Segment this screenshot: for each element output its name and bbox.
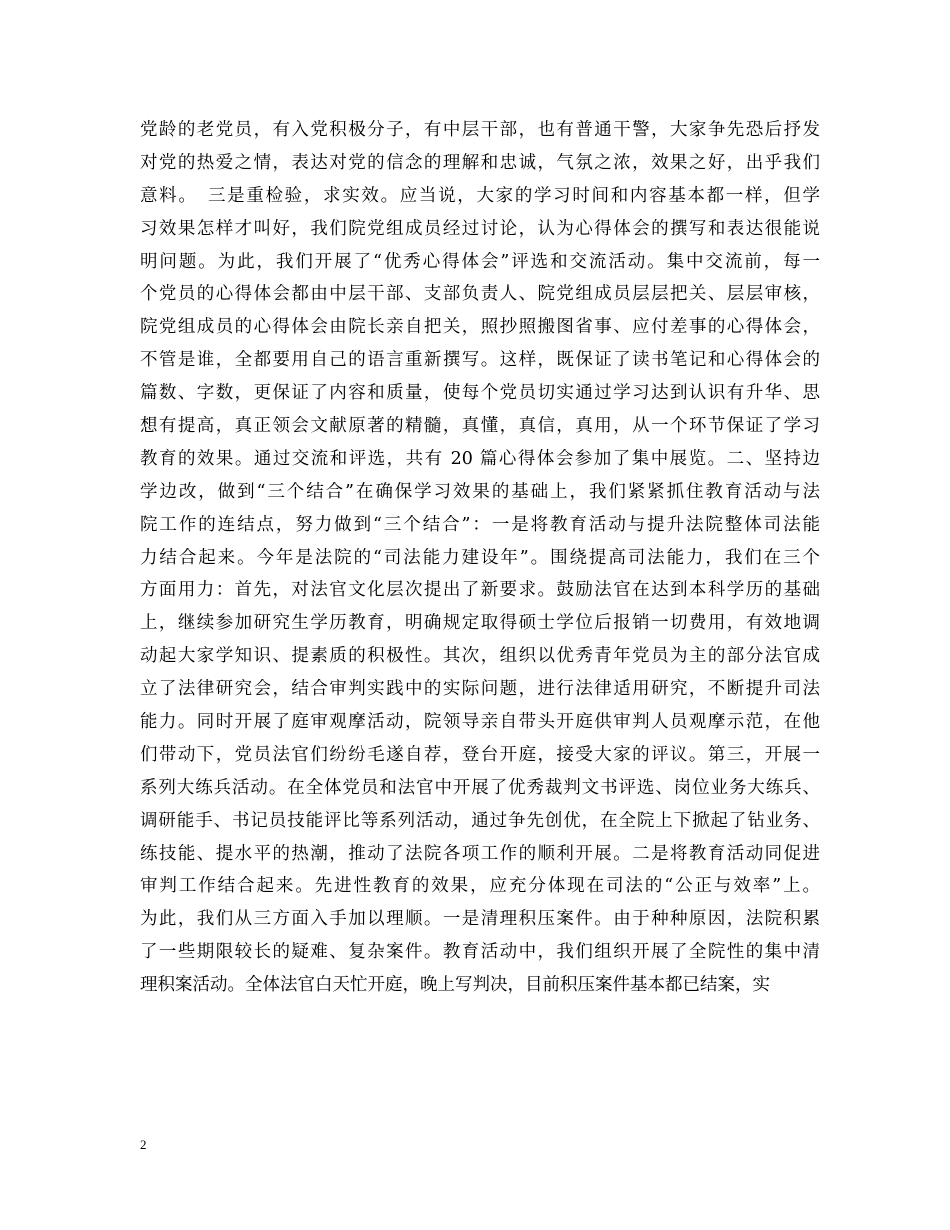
text-line-3: 意料。 三是重检验，求实效。应当说，大家的学习时间和内容基本都一样，但学: [140, 185, 820, 206]
text-line-8: 不管是谁，全都要用自己的语言重新撰写。这样，既保证了读书笔记和心得体会的: [140, 350, 820, 371]
text-line-12: 学边改，做到“三个结合”在确保学习效果的基础上，我们紧紧抓住教育活动与法: [140, 481, 820, 502]
text-line-13: 院工作的连结点，努力做到“三个结合”：一是将教育活动与提升法院整体司法能: [140, 514, 820, 535]
text-line-9: 篇数、字数，更保证了内容和质量，使每个党员切实通过学习达到认识有升华、思: [140, 383, 820, 404]
text-line-17: 动起大家学知识、提素质的积极性。其次，组织以优秀青年党员为主的部分法官成: [140, 646, 820, 667]
text-line-7: 院党组成员的心得体会由院长亲自把关，照抄照搬图省事、应付差事的心得体会，: [140, 317, 820, 338]
text-line-14: 力结合起来。今年是法院的“司法能力建设年”。围绕提高司法能力，我们在三个: [140, 547, 820, 568]
text-line-27: 理积案活动。全体法官白天忙开庭，晚上写判决，目前积压案件基本都已结案，实: [140, 975, 770, 996]
text-line-16: 上，继续参加研究生学历教育，明确规定取得硕士学位后报销一切费用，有效地调: [140, 613, 820, 634]
text-line-22: 调研能手、书记员技能评比等系列活动，通过争先创优，在全院上下掀起了钻业务、: [140, 810, 820, 831]
body-text: [140, 114, 820, 1002]
text-line-1: 党龄的老党员，有入党积极分子，有中层干部，也有普通干警，大家争先恐后抒发: [140, 120, 820, 140]
text-line-23: 练技能、提水平的热潮，推动了法院各项工作的顺利开展。二是将教育活动同促进: [140, 843, 820, 864]
text-line-4: 习效果怎样才叫好，我们院党组成员经过讨论，认为心得体会的撰写和表达很能说: [140, 218, 820, 239]
text-line-15: 方面用力：首先，对法官文化层次提出了新要求。鼓励法官在达到本科学历的基础: [140, 580, 820, 601]
text-line-26: 了一些期限较长的疑难、复杂案件。教育活动中，我们组织开展了全院性的集中清: [140, 942, 820, 963]
text-line-20: 们带动下，党员法官们纷纷毛遂自荐，登台开庭，接受大家的评议。第三，开展一: [140, 744, 820, 765]
text-line-5: 明问题。为此，我们开展了“优秀心得体会”评选和交流活动。集中交流前，每一: [140, 251, 820, 272]
text-line-21: 系列大练兵活动。在全体党员和法官中开展了优秀裁判文书评选、岗位业务大练兵、: [140, 777, 820, 798]
text-line-6: 个党员的心得体会都由中层干部、支部负责人、院党组成员层层把关、层层审核，: [140, 284, 820, 305]
text-line-11: 教育的效果。通过交流和评选，共有 20 篇心得体会参加了集中展览。二、坚持边: [140, 448, 820, 469]
text-line-2: 对党的热爱之情，表达对党的信念的理解和忠诚，气氛之浓，效果之好，出乎我们: [140, 152, 820, 173]
text-line-19: 能力。同时开展了庭审观摩活动，院领导亲自带头开庭供审判人员观摩示范，在他: [140, 712, 820, 733]
text-line-10: 想有提高，真正领会文献原著的精髓，真懂，真信，真用，从一个环节保证了学习: [140, 416, 820, 437]
text-line-25: 为此，我们从三方面入手加以理顺。一是清理积压案件。由于种种原因，法院积累: [140, 909, 820, 930]
page-number: 2: [140, 1137, 147, 1152]
text-line-18: 立了法律研究会，结合审判实践中的实际问题，进行法律适用研究，不断提升司法: [140, 679, 820, 700]
text-line-24: 审判工作结合起来。先进性教育的效果，应充分体现在司法的“公正与效率”上。: [140, 876, 820, 897]
